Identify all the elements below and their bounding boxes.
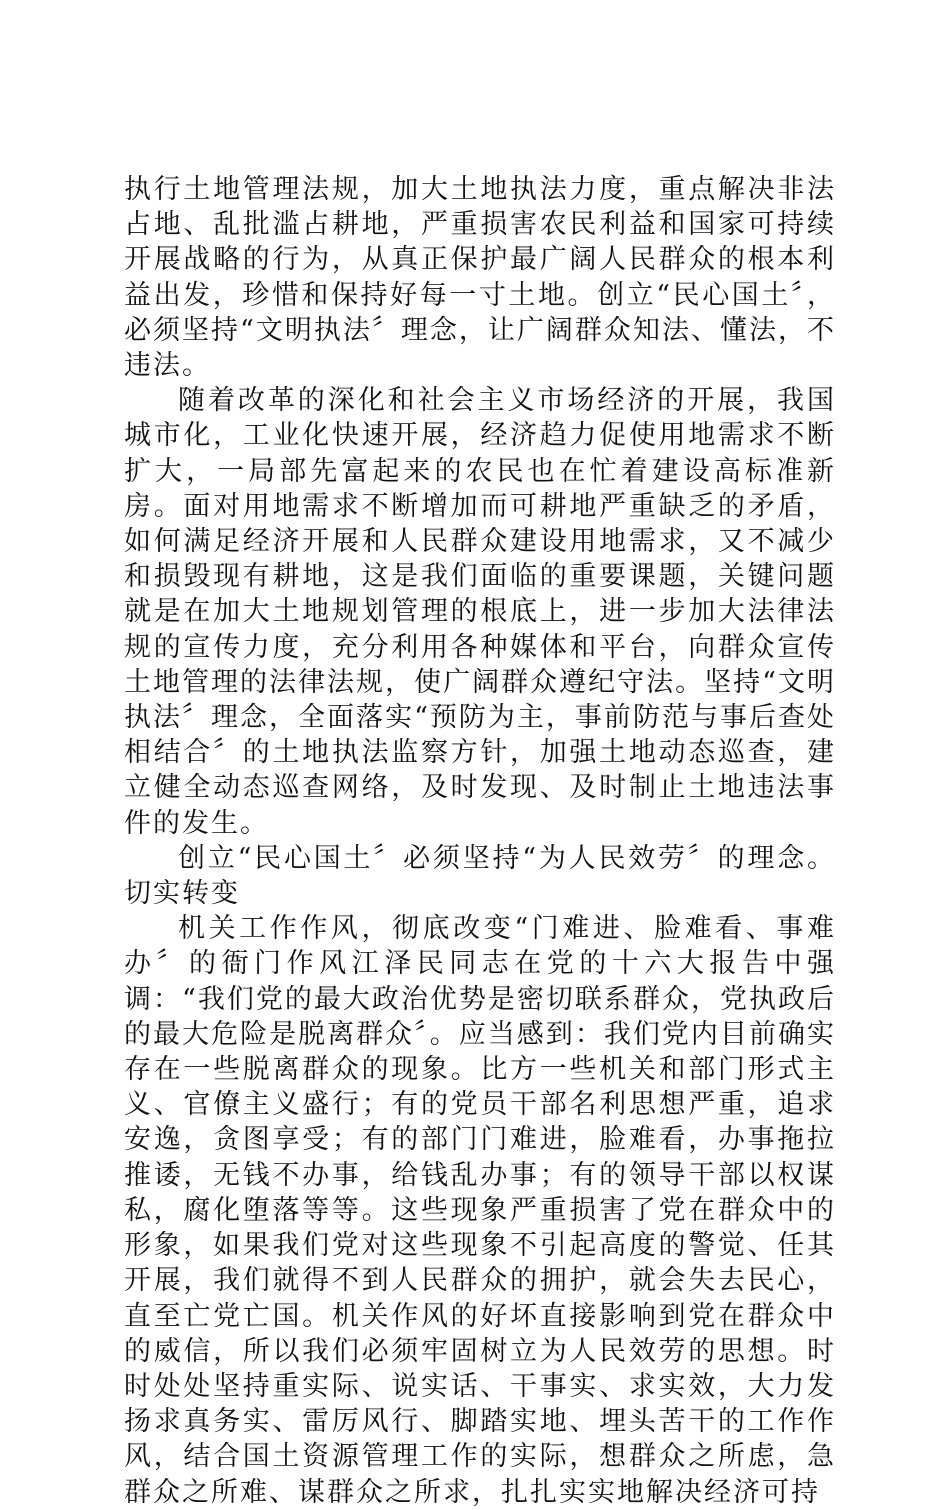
paragraph-1: 执行土地管理法规，加大土地执法力度，重点解决非法占地、乱批滥占耕地，严重损害农民利益和国家可持续开展战略的行为，从真正保护最广阔人民群众的根本利益出发，珍惜和保持好每一寸土地。创立“民心国土〞，必须坚持“文明执法〞理念，让广阔群众知法、懂法，不违法。: [124, 174, 836, 382]
paragraph-2: 随着改革的深化和社会主义市场经济的开展，我国城市化，工业化快速开展，经济趋力促使用地需求不断扩大，一局部先富起来的农民也在忙着建设高标准新房。面对用地需求不断增加而可耕地严重缺乏的矛盾，如何满足经济开展和人民群众建设用地需求，又不减少和损毁现有耕地，这是我们面临的重要课题，关键问题就是在加大土地规划管理的根底上，进一步加大法律法规的宣传力度，充分利用各种媒体和平台，向群众宣传土地管理的法律法规，使广阔群众遵纪守法。坚持“文明执法〞理念，全面落实“预防为主，事前防范与事后查处相结合〞的土地执法监察方针，加强土地动态巡查，建立健全动态巡查网络，及时发现、及时制止土地违法事件的发生。: [124, 385, 836, 839]
paragraph-3: 创立“民心国土〞必须坚持“为人民效劳〞的理念。切实转变: [124, 842, 836, 910]
body-text: [124, 172, 836, 1510]
paragraph-4: 机关工作作风，彻底改变“门难进、脸难看、事难办〞的衙门作风江泽民同志在党的十六大报告中强调：“我们党的最大政治优势是密切联系群众，党执政后的最大危险是脱离群众〞。应当感到：我们党内目前确实存在一些脱离群众的现象。比方一些机关和部门形式主义、官僚主义盛行；有的党员干部名利思想严重，追求安逸，贪图享受；有的部门门难进，脸难看，办事拖拉推诿，无钱不办事，给钱乱办事；有的领导干部以权谋私，腐化堕落等等。这些现象严重损害了党在群众中的形象，如果我们党对这些现象不引起高度的警觉、任其开展，我们就得不到人民群众的拥护，就会失去民心，直至亡党亡国。机关作风的好坏直接影响到党在群众中的威信，所以我们必须牢固树立为人民效劳的思想。时时处处坚持重实际、说实话、干事实、求实效，大力发扬求真务实、雷厉风行、脚踏实地、埋头苦干的工作作风，结合国土资源管理工作的实际，想群众之所虑，急群众之所难、谋群众之所求，扎扎实实地解决经济可持: [124, 913, 836, 1508]
